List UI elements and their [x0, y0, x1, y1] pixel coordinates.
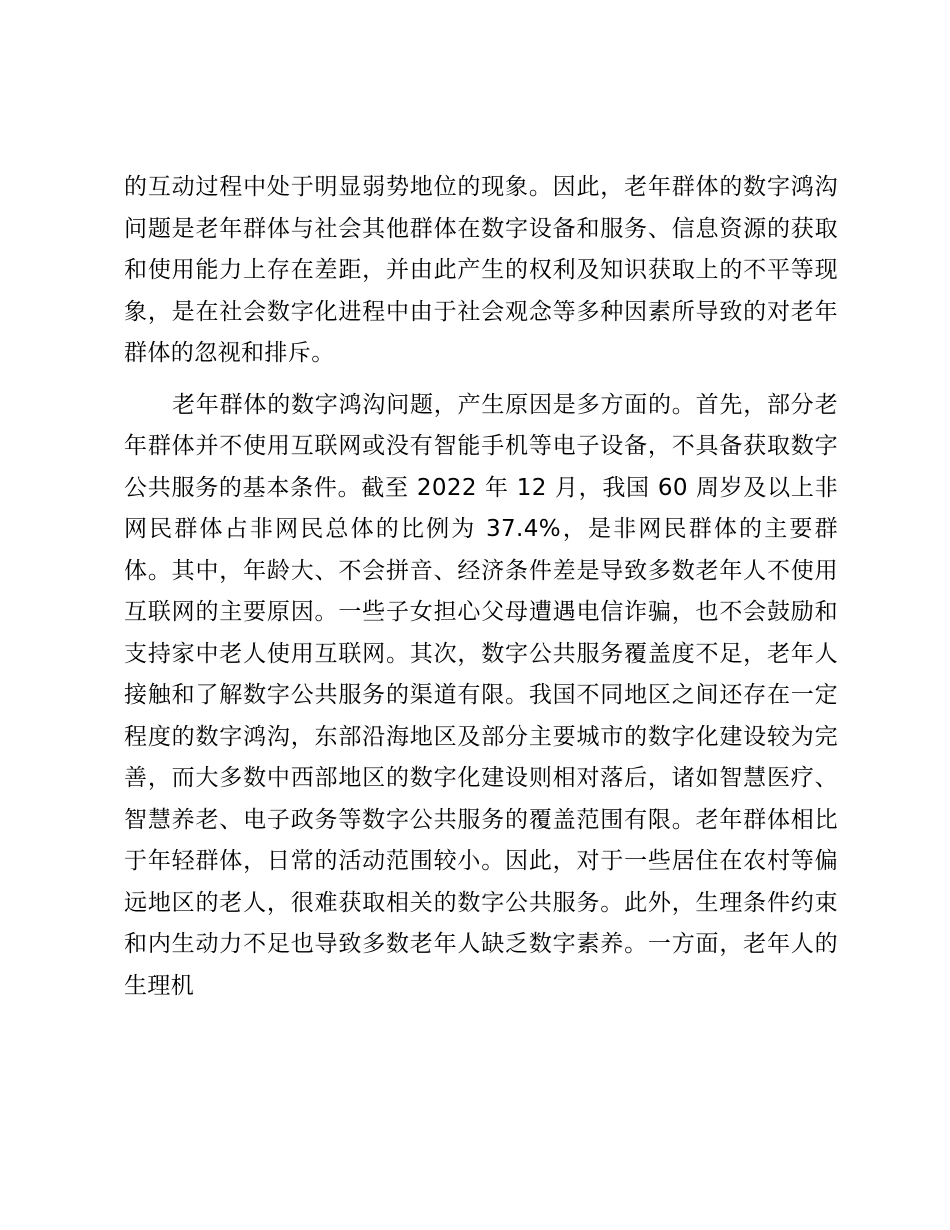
document-body — [124, 167, 838, 1007]
paragraph-continuation: 的互动过程中处于明显弱势地位的现象。因此，老年群体的数字鸿沟问题是老年群体与社会其他群体在数字设备和服务、信息资源的获取和使用能力上存在差距，并由此产生的权利及知识获取上的不平等现象，是在社会数字化进程中由于社会观念等多种因素所导致的对老年群体的忽视和排斥。 — [124, 174, 838, 366]
paragraph-causes: 老年群体的数字鸿沟问题，产生原因是多方面的。首先，部分老年群体并不使用互联网或没有智能手机等电子设备，不具备获取数字公共服务的基本条件。截至 2022 年 12 月，我国 60 周岁及以上非网民群体占非网民总体的比例为 37.4%，是非网民群体的主要群体。其中，年龄大、不会拼音、经济条件差是导致多数老年人不使用互联网的主要原因。一些子女担心父母遭遇电信诈骗，也不会鼓励和支持家中老人使用互联网。其次，数字公共服务覆盖度不足，老年人接触和了解数字公共服务的渠道有限。我国不同地区之间还存在一定程度的数字鸿沟，东部沿海地区及部分主要城市的数字化建设较为完善，而大多数中西部地区的数字化建设则相对落后，诸如智慧医疗、智慧养老、电子政务等数字公共服务的覆盖范围有限。老年群体相比于年轻群体，日常的活动范围较小。因此，对于一些居住在农村等偏远地区的老人，很难获取相关的数字公共服务。此外，生理条件约束和内生动力不足也导致多数老年人缺乏数字素养。一方面，老年人的生理机 — [124, 391, 838, 999]
